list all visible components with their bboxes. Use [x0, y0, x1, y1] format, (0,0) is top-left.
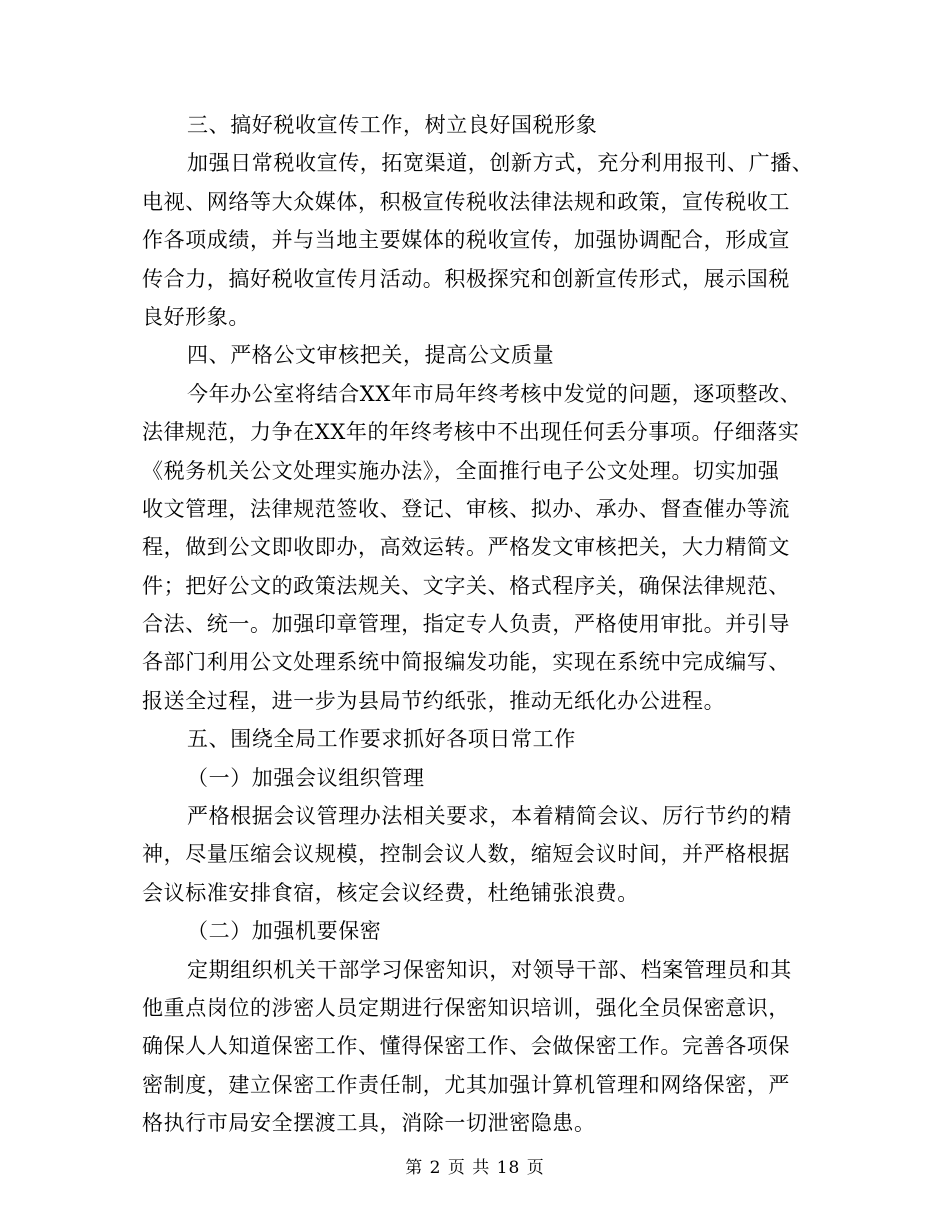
paragraph-line: 密制度，建立保密工作责任制，尤其加强计算机管理和网络保密，严	[142, 1072, 790, 1097]
paragraph-line: 各部门利用公文处理系统中简报编发功能，实现在系统中完成编写、	[142, 650, 790, 675]
paragraph-line: 件；把好公文的政策法规关、文字关、格式程序关，确保法律规范、	[142, 573, 790, 598]
paragraph-line: 神，尽量压缩会议规模，控制会议人数，缩短会议时间，并严格根据	[142, 842, 790, 867]
paragraph-line: 传合力，搞好税收宣传月活动。积极探究和创新宣传形式，展示国税	[142, 266, 790, 291]
heading-line: 四、严格公文审核把关，提高公文质量	[187, 343, 555, 368]
paragraph-line: 作各项成绩，并与当地主要媒体的税收宣传，加强协调配合，形成宣	[142, 228, 790, 253]
paragraph-line: 确保人人知道保密工作、懂得保密工作、会做保密工作。完善各项保	[142, 1034, 790, 1059]
paragraph-line: 合法、统一。加强印章管理，指定专人负责，严格使用审批。并引导	[142, 612, 790, 637]
page-footer: 第 2 页 共 18 页	[405, 1158, 545, 1178]
heading-line: 三、搞好税收宣传工作，树立良好国税形象	[187, 113, 598, 137]
paragraph-line: 加强日常税收宣传，拓宽渠道，创新方式，充分利用报刊、广播、	[187, 151, 814, 176]
paragraph-line: 程，做到公文即收即办，高效运转。严格发文审核把关，大力精简文	[142, 535, 790, 560]
paragraph-line: 严格根据会议管理办法相关要求，本着精简会议、厉行节约的精	[187, 804, 792, 829]
paragraph-line: 格执行市局安全摆渡工具，消除一切泄密隐患。	[142, 1111, 596, 1136]
paragraph-line: 良好形象。	[142, 304, 250, 329]
paragraph-line: 《税务机关公文处理实施办法》，全面推行电子公文处理。切实加强	[142, 458, 780, 483]
paragraph-line: 收文管理，法律规范签收、登记、审核、拟办、承办、督查催办等流	[142, 496, 790, 521]
paragraph-line: 今年办公室将结合XX年市局年终考核中发觉的问题，逐项整改、	[187, 381, 802, 406]
paragraph-line: 法律规范，力争在XX年的年终考核中不出现任何丢分事项。仔细落实	[142, 420, 800, 445]
paragraph-line: 电视、网络等大众媒体，积极宣传税收法律法规和政策，宣传税收工	[142, 189, 790, 214]
document-body	[142, 106, 814, 1143]
paragraph-line: 定期组织机关干部学习保密知识，对领导干部、档案管理员和其	[187, 957, 792, 982]
paragraph-line: 报送全过程，进一步为县局节约纸张，推动无纸化办公进程。	[142, 688, 726, 713]
subheading-line: （一）加强会议组织管理	[187, 765, 425, 790]
heading-line: 五、围绕全局工作要求抓好各项日常工作	[187, 727, 576, 752]
paragraph-line: 他重点岗位的涉密人员定期进行保密知识培训，强化全员保密意识，	[142, 995, 790, 1020]
subheading-line: （二）加强机要保密	[187, 919, 382, 944]
paragraph-line: 会议标准安排食宿，核定会议经费，杜绝铺张浪费。	[142, 880, 639, 905]
